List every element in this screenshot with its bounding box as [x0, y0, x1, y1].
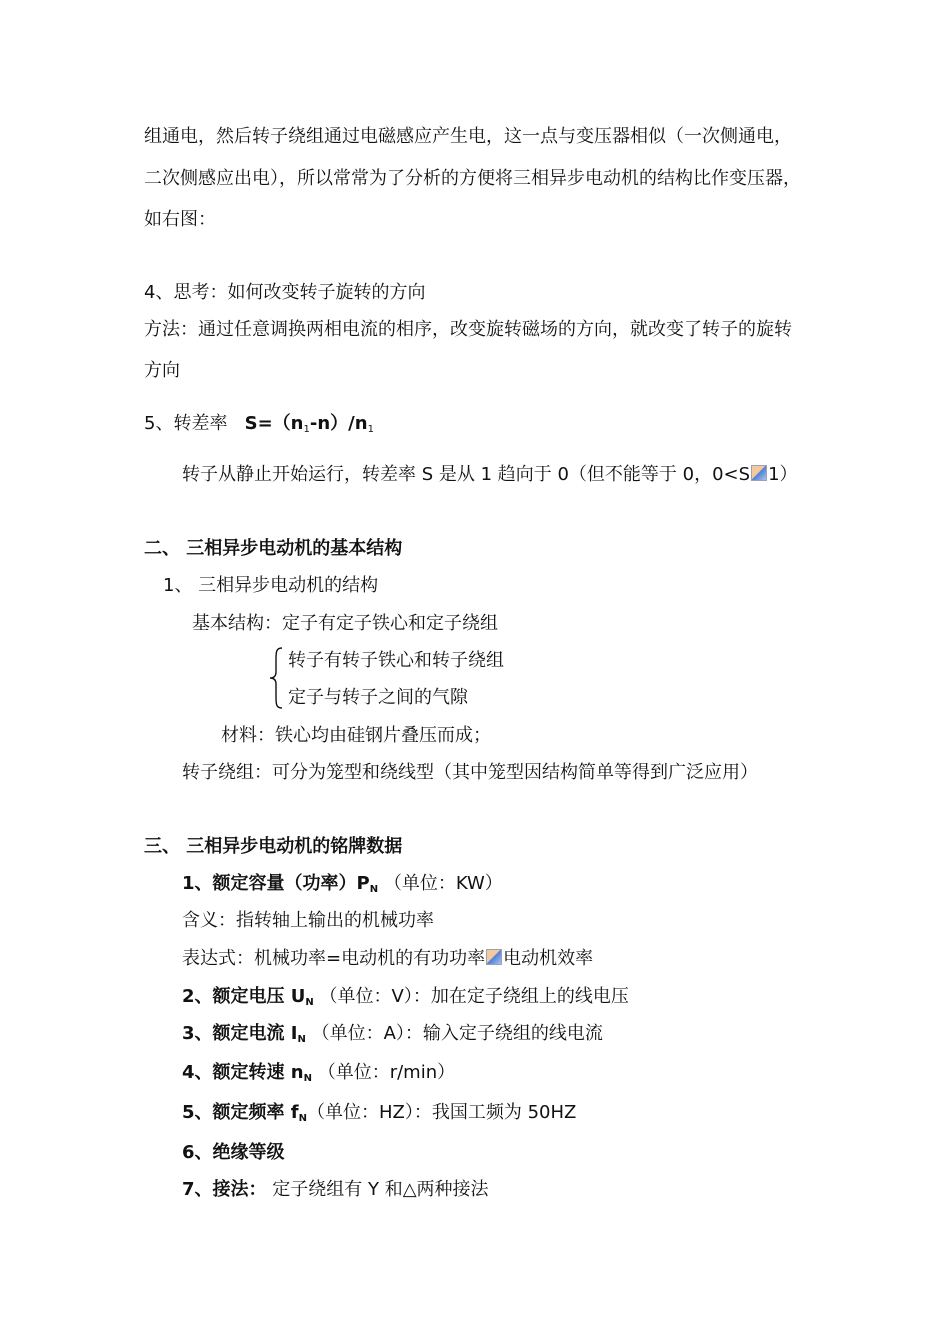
intro-line-2: 二次侧感应出电），所以常常为了分析的方便将三相异步电动机的结构比作变压器，	[144, 168, 801, 189]
item-5-label: 5、额定频率 f	[182, 1102, 299, 1123]
nameplate-item-1	[182, 872, 503, 902]
material-line: 材料：铁心均由硅钢片叠压而成；	[221, 725, 491, 746]
item-2-sub: N	[305, 997, 314, 1008]
intro-line-1: 组通电，然后转子绕组通过电磁感应产生电，这一点与变压器相似（一次侧通电，	[144, 126, 792, 147]
section-2-title: 二、 三相异步电动机的基本结构	[144, 538, 403, 559]
item-3-sub: N	[297, 1034, 306, 1045]
slip-description	[182, 463, 798, 487]
section-2-subtitle: 1、 三相异步电动机的结构	[163, 575, 379, 596]
basic-structure-line: 基本结构：定子有定子铁心和定子绕组	[192, 613, 498, 634]
slip-sub-1: 1	[303, 424, 310, 435]
item-4-label: 4、额定转速 n	[182, 1062, 304, 1083]
item-5-rest: （单位：HZ）：我国工频为 50HZ	[307, 1102, 577, 1123]
nameplate-item-6: 6、绝缘等级	[182, 1142, 285, 1163]
slip-desc-prefix: 转子从静止开始运行，转差率 S 是从 1 趋向于 0（但不能等于 0，0<S	[182, 464, 751, 485]
slip-sub-2: 1	[367, 424, 374, 435]
item-1-unit: （单位：KW）	[383, 873, 503, 894]
q4-title: 4、思考：如何改变转子旋转的方向	[144, 282, 426, 303]
item-4-sub: N	[303, 1073, 312, 1084]
item-3-rest: （单位：A）：输入定子绕组的线电流	[311, 1023, 603, 1044]
nameplate-item-7	[182, 1178, 489, 1202]
nameplate-item-5	[182, 1101, 576, 1131]
slip-desc-suffix: 1）	[768, 464, 798, 485]
slip-formula-a: S=（n	[244, 413, 304, 434]
item-3-label: 3、额定电流 I	[182, 1023, 298, 1044]
meaning-line: 含义：指转轴上输出的机械功率	[182, 910, 434, 931]
item-7-label: 7、接法：	[182, 1179, 267, 1200]
item-4-rest: （单位：r/min）	[317, 1062, 456, 1083]
nameplate-item-4	[182, 1061, 455, 1091]
section-3-title: 三、 三相异步电动机的铭牌数据	[144, 836, 403, 857]
expression-line	[182, 947, 593, 971]
missing-glyph-icon	[751, 465, 767, 481]
item-1-label: 1、额定容量（功率）P	[182, 873, 370, 894]
rotor-winding-line: 转子绕组：可分为笼型和绕线型（其中笼型因结构简单等得到广泛应用）	[182, 762, 758, 783]
air-gap-line: 定子与转子之间的气隙	[288, 687, 468, 708]
slip-label: 5、转差率	[144, 413, 228, 434]
expr-suffix: 电动机效率	[503, 948, 594, 969]
item-5-sub: N	[298, 1113, 307, 1124]
missing-glyph-icon	[486, 949, 502, 965]
brace-icon	[268, 646, 286, 710]
q4-method-line-1: 方法：通过任意调换两相电流的相序，改变旋转磁场的方向，就改变了转子的旋转	[144, 319, 792, 340]
item-2-label: 2、额定电压 U	[182, 986, 306, 1007]
slip-formula-line	[144, 412, 374, 442]
expr-prefix: 表达式：机械功率=电动机的有功功率	[182, 948, 486, 969]
rotor-line: 转子有转子铁心和转子绕组	[288, 650, 504, 671]
nameplate-item-3	[182, 1022, 603, 1052]
intro-line-3: 如右图：	[144, 209, 216, 230]
item-1-sub: N	[369, 884, 379, 895]
q4-method-line-2: 方向	[144, 360, 180, 381]
nameplate-item-2	[182, 985, 629, 1015]
item-2-rest: （单位：V）：加在定子绕组上的线电压	[319, 986, 629, 1007]
item-7-rest: 定子绕组有 Y 和△两种接法	[266, 1179, 489, 1200]
slip-formula-b: -n）/n	[309, 413, 368, 434]
